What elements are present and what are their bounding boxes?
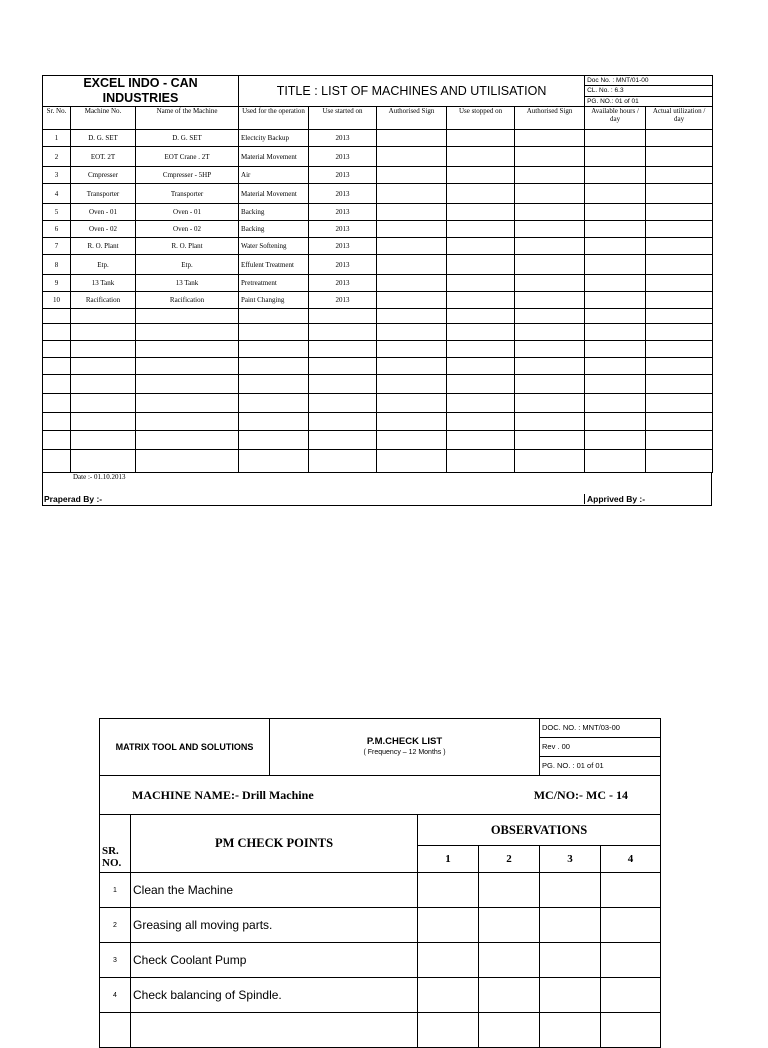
empty-cell (585, 147, 646, 167)
pm-checklist-form (99, 718, 660, 1048)
company-name: MATRIX TOOL AND SOLUTIONS (100, 719, 270, 776)
empty-cell (447, 358, 515, 375)
empty-cell (71, 358, 136, 375)
empty-cell (515, 413, 585, 431)
empty-cell (377, 394, 447, 413)
empty-cell (136, 309, 239, 324)
page-number: PG. NO. : 01 of 01 (540, 757, 661, 776)
sr-no-cell: 4 (100, 978, 131, 1013)
check-point-cell: Greasing all moving parts. (131, 908, 418, 943)
blank-row (43, 309, 713, 324)
observation-cell (540, 978, 601, 1013)
machine-utilisation-form (42, 75, 712, 506)
machine-no-cell: EOT. 2T (71, 147, 136, 167)
empty-cell (447, 204, 515, 221)
empty-cell (585, 375, 646, 394)
observation-cell (418, 978, 479, 1013)
observation-cell (418, 873, 479, 908)
empty-cell (447, 255, 515, 275)
observation-cell (601, 1013, 661, 1048)
blank-row (43, 324, 713, 341)
used-for-cell: Backing (239, 204, 309, 221)
empty-cell (43, 358, 71, 375)
observation-cell (418, 943, 479, 978)
empty-cell (377, 375, 447, 394)
empty-cell (100, 1013, 131, 1048)
table-row (43, 204, 713, 221)
blank-row (43, 431, 713, 450)
empty-cell (585, 204, 646, 221)
empty-cell (646, 275, 713, 292)
empty-cell (515, 221, 585, 238)
empty-cell (43, 324, 71, 341)
empty-cell (447, 431, 515, 450)
observation-cell (601, 978, 661, 1013)
empty-cell (515, 431, 585, 450)
empty-cell (447, 413, 515, 431)
sr-no-cell: 2 (43, 147, 71, 167)
empty-cell (646, 358, 713, 375)
company-name: EXCEL INDO - CAN INDUSTRIES (43, 76, 239, 107)
empty-cell (646, 167, 713, 184)
empty-cell (585, 255, 646, 275)
use-started-cell: 2013 (309, 130, 377, 147)
column-header: Used for the operation (239, 107, 309, 130)
table-row (43, 255, 713, 275)
column-header: Name of the Machine (136, 107, 239, 130)
empty-cell (71, 324, 136, 341)
use-started-cell: 2013 (309, 238, 377, 255)
table-row (43, 275, 713, 292)
observation-cell (540, 908, 601, 943)
empty-cell (515, 394, 585, 413)
empty-cell (377, 413, 447, 431)
empty-cell (515, 167, 585, 184)
empty-cell (71, 413, 136, 431)
empty-cell (646, 184, 713, 204)
machine-name-cell: Cmpresser - 5HP (136, 167, 239, 184)
empty-cell (43, 413, 71, 431)
machine-no-cell: Oven - 02 (71, 221, 136, 238)
empty-cell (309, 431, 377, 450)
empty-cell (447, 167, 515, 184)
checklist-row (100, 943, 661, 978)
empty-cell (585, 450, 646, 473)
observation-column: 4 (601, 846, 661, 873)
sr-no-cell: 6 (43, 221, 71, 238)
empty-cell (309, 450, 377, 473)
sr-no-cell: 1 (100, 873, 131, 908)
frequency-subtitle: ( Frequency – 12 Months ) (363, 749, 446, 756)
used-for-cell: Backing (239, 221, 309, 238)
empty-cell (136, 341, 239, 358)
empty-cell (515, 204, 585, 221)
empty-cell (377, 255, 447, 275)
prepared-by-label: Praperad By :- (44, 494, 103, 504)
empty-cell (309, 358, 377, 375)
machine-name-cell: EOT Crane . 2T (136, 147, 239, 167)
check-point-cell: Clean the Machine (131, 873, 418, 908)
form-title (270, 719, 540, 776)
use-started-cell: 2013 (309, 255, 377, 275)
empty-cell (585, 167, 646, 184)
column-header: Available hours / day (585, 107, 646, 130)
empty-cell (585, 238, 646, 255)
empty-cell (646, 450, 713, 473)
empty-cell (309, 324, 377, 341)
used-for-cell: Material Movement (239, 184, 309, 204)
used-for-cell: Electcity Backup (239, 130, 309, 147)
observation-cell (418, 1013, 479, 1048)
observation-cell (601, 943, 661, 978)
empty-cell (377, 450, 447, 473)
empty-cell (585, 431, 646, 450)
empty-cell (646, 413, 713, 431)
empty-cell (239, 450, 309, 473)
empty-cell (515, 238, 585, 255)
machine-name-cell: D. G. SET (136, 130, 239, 147)
blank-row (43, 413, 713, 431)
doc-number: Doc No. : MNT/01-00 (585, 76, 713, 86)
sr-no-cell: 3 (43, 167, 71, 184)
empty-cell (646, 341, 713, 358)
empty-cell (646, 130, 713, 147)
empty-cell (646, 309, 713, 324)
empty-cell (646, 324, 713, 341)
observations-header: OBSERVATIONS (418, 815, 661, 846)
machine-name-cell: Etp. (136, 255, 239, 275)
empty-cell (377, 324, 447, 341)
used-for-cell: Material Movement (239, 147, 309, 167)
used-for-cell: Air (239, 167, 309, 184)
machine-name-cell: Racification (136, 292, 239, 309)
empty-cell (447, 394, 515, 413)
empty-cell (447, 147, 515, 167)
empty-cell (447, 130, 515, 147)
empty-cell (515, 292, 585, 309)
empty-cell (646, 292, 713, 309)
machine-no-cell: Transporter (71, 184, 136, 204)
page-number: PG. NO.: 01 of 01 (585, 96, 713, 106)
machine-number: MC/NO:- MC - 14 (533, 787, 629, 802)
empty-cell (585, 394, 646, 413)
machine-list-table (42, 75, 713, 473)
empty-cell (646, 394, 713, 413)
used-for-cell: Water Softening (239, 238, 309, 255)
column-header: Actual utilization / day (646, 107, 713, 130)
column-header: Sr. No. (43, 107, 71, 130)
empty-cell (43, 341, 71, 358)
doc-number: DOC. NO. : MNT/03-00 (540, 719, 661, 738)
empty-cell (585, 341, 646, 358)
empty-cell (71, 341, 136, 358)
empty-cell (515, 450, 585, 473)
table-header (43, 107, 713, 130)
table-row (43, 147, 713, 167)
empty-cell (515, 184, 585, 204)
machine-name-cell: Oven - 02 (136, 221, 239, 238)
empty-cell (447, 375, 515, 394)
machine-no-cell: Oven - 01 (71, 204, 136, 221)
empty-cell (447, 309, 515, 324)
sr-no-cell: 10 (43, 292, 71, 309)
observation-cell (479, 908, 540, 943)
form-footer (42, 473, 712, 506)
observation-column: 1 (418, 846, 479, 873)
blank-row (43, 394, 713, 413)
used-for-cell: Effulent Treatment (239, 255, 309, 275)
empty-cell (239, 413, 309, 431)
empty-cell (447, 238, 515, 255)
empty-cell (309, 413, 377, 431)
machine-no-cell: Etp. (71, 255, 136, 275)
checklist-row (100, 873, 661, 908)
empty-cell (377, 147, 447, 167)
machine-name-cell: R. O. Plant (136, 238, 239, 255)
sr-no-cell: 5 (43, 204, 71, 221)
empty-cell (585, 130, 646, 147)
empty-cell (646, 147, 713, 167)
machine-no-cell: D. G. SET (71, 130, 136, 147)
approved-by-label: Apprived By :- (584, 494, 645, 504)
empty-cell (515, 375, 585, 394)
empty-cell (309, 309, 377, 324)
form-title: TITLE : LIST OF MACHINES AND UTILISATION (239, 76, 585, 107)
machine-name-cell: Oven - 01 (136, 204, 239, 221)
empty-cell (136, 394, 239, 413)
machine-no-cell: Cmpresser (71, 167, 136, 184)
check-points-header: PM CHECK POINTS (131, 815, 418, 873)
observation-cell (601, 908, 661, 943)
blank-row (43, 450, 713, 473)
empty-cell (585, 358, 646, 375)
empty-cell (136, 358, 239, 375)
blank-row (43, 375, 713, 394)
table-row (43, 221, 713, 238)
use-started-cell: 2013 (309, 147, 377, 167)
sr-no-cell: 7 (43, 238, 71, 255)
observation-cell (479, 1013, 540, 1048)
empty-cell (377, 292, 447, 309)
empty-cell (239, 309, 309, 324)
empty-cell (239, 431, 309, 450)
empty-cell (447, 341, 515, 358)
empty-cell (447, 184, 515, 204)
column-header: Authorised Sign (515, 107, 585, 130)
empty-cell (515, 358, 585, 375)
machine-no-cell: R. O. Plant (71, 238, 136, 255)
empty-cell (515, 255, 585, 275)
empty-cell (646, 221, 713, 238)
empty-cell (43, 431, 71, 450)
empty-cell (377, 167, 447, 184)
table-row (43, 292, 713, 309)
empty-cell (377, 309, 447, 324)
use-started-cell: 2013 (309, 221, 377, 238)
empty-cell (585, 413, 646, 431)
observation-column: 3 (540, 846, 601, 873)
empty-cell (309, 341, 377, 358)
empty-cell (309, 375, 377, 394)
empty-cell (377, 130, 447, 147)
checklist-row (100, 1013, 661, 1048)
pm-checklist-table (99, 718, 661, 1048)
empty-cell (377, 275, 447, 292)
sr-no-cell: 2 (100, 908, 131, 943)
observation-cell (479, 943, 540, 978)
empty-cell (447, 221, 515, 238)
empty-cell (377, 431, 447, 450)
table-row (43, 238, 713, 255)
machine-name-cell: 13 Tank (136, 275, 239, 292)
blank-row (43, 358, 713, 375)
empty-cell (136, 413, 239, 431)
use-started-cell: 2013 (309, 184, 377, 204)
check-point-cell: Check Coolant Pump (131, 943, 418, 978)
checklist-row (100, 908, 661, 943)
sr-no-cell: 3 (100, 943, 131, 978)
table-row (43, 130, 713, 147)
empty-cell (515, 275, 585, 292)
sr-no-cell: 9 (43, 275, 71, 292)
empty-cell (377, 204, 447, 221)
empty-cell (136, 450, 239, 473)
empty-cell (515, 130, 585, 147)
empty-cell (136, 324, 239, 341)
sr-no-cell: 1 (43, 130, 71, 147)
machine-name-cell: Transporter (136, 184, 239, 204)
empty-cell (646, 255, 713, 275)
checklist-title: P.M.CHECK LIST (366, 736, 443, 747)
observation-cell (540, 873, 601, 908)
empty-cell (447, 324, 515, 341)
empty-cell (447, 450, 515, 473)
observation-cell (479, 978, 540, 1013)
empty-cell (239, 324, 309, 341)
empty-cell (71, 309, 136, 324)
machine-no-cell: 13 Tank (71, 275, 136, 292)
use-started-cell: 2013 (309, 292, 377, 309)
empty-cell (515, 309, 585, 324)
empty-cell (447, 292, 515, 309)
empty-cell (239, 394, 309, 413)
empty-cell (377, 221, 447, 238)
cl-number: CL. No. : 6.3 (585, 86, 713, 96)
empty-cell (585, 184, 646, 204)
empty-cell (71, 450, 136, 473)
empty-cell (377, 341, 447, 358)
empty-cell (239, 375, 309, 394)
empty-cell (43, 394, 71, 413)
use-started-cell: 2013 (309, 275, 377, 292)
checklist-row (100, 978, 661, 1013)
blank-row (43, 341, 713, 358)
observation-cell (540, 1013, 601, 1048)
empty-cell (585, 275, 646, 292)
empty-cell (646, 375, 713, 394)
empty-cell (377, 238, 447, 255)
empty-cell (136, 375, 239, 394)
table-row (43, 167, 713, 184)
table-row (43, 184, 713, 204)
empty-cell (646, 431, 713, 450)
empty-cell (43, 450, 71, 473)
observation-cell (479, 873, 540, 908)
empty-cell (71, 431, 136, 450)
empty-cell (309, 394, 377, 413)
check-point-cell: Check balancing of Spindle. (131, 978, 418, 1013)
machine-no-cell: Racification (71, 292, 136, 309)
column-header: Authorised Sign (377, 107, 447, 130)
empty-cell (646, 238, 713, 255)
used-for-cell: Paint Changing (239, 292, 309, 309)
empty-cell (136, 431, 239, 450)
observation-cell (418, 908, 479, 943)
empty-cell (515, 341, 585, 358)
sr-no-cell: 4 (43, 184, 71, 204)
column-header: Use stopped on (447, 107, 515, 130)
observation-cell (601, 873, 661, 908)
empty-cell (585, 309, 646, 324)
empty-cell (71, 394, 136, 413)
empty-cell (43, 375, 71, 394)
empty-cell (585, 324, 646, 341)
column-header: Machine No. (71, 107, 136, 130)
use-started-cell: 2013 (309, 167, 377, 184)
empty-cell (585, 221, 646, 238)
sr-no-header: SR. NO. (100, 815, 131, 873)
machine-info (100, 776, 661, 815)
empty-cell (515, 147, 585, 167)
empty-cell (585, 292, 646, 309)
use-started-cell: 2013 (309, 204, 377, 221)
observation-column: 2 (479, 846, 540, 873)
revision-number: Rev . 00 (540, 738, 661, 757)
column-header: Use started on (309, 107, 377, 130)
sr-no-cell: 8 (43, 255, 71, 275)
empty-cell (515, 324, 585, 341)
empty-cell (43, 309, 71, 324)
empty-cell (239, 358, 309, 375)
empty-cell (447, 275, 515, 292)
empty-cell (646, 204, 713, 221)
empty-cell (377, 358, 447, 375)
empty-cell (71, 375, 136, 394)
machine-name: MACHINE NAME:- Drill Machine (132, 787, 314, 802)
empty-cell (377, 184, 447, 204)
form-date: Date :- 01.10.2013 (73, 473, 126, 481)
used-for-cell: Pretreatment (239, 275, 309, 292)
empty-cell (239, 341, 309, 358)
observation-cell (540, 943, 601, 978)
empty-cell (131, 1013, 418, 1048)
